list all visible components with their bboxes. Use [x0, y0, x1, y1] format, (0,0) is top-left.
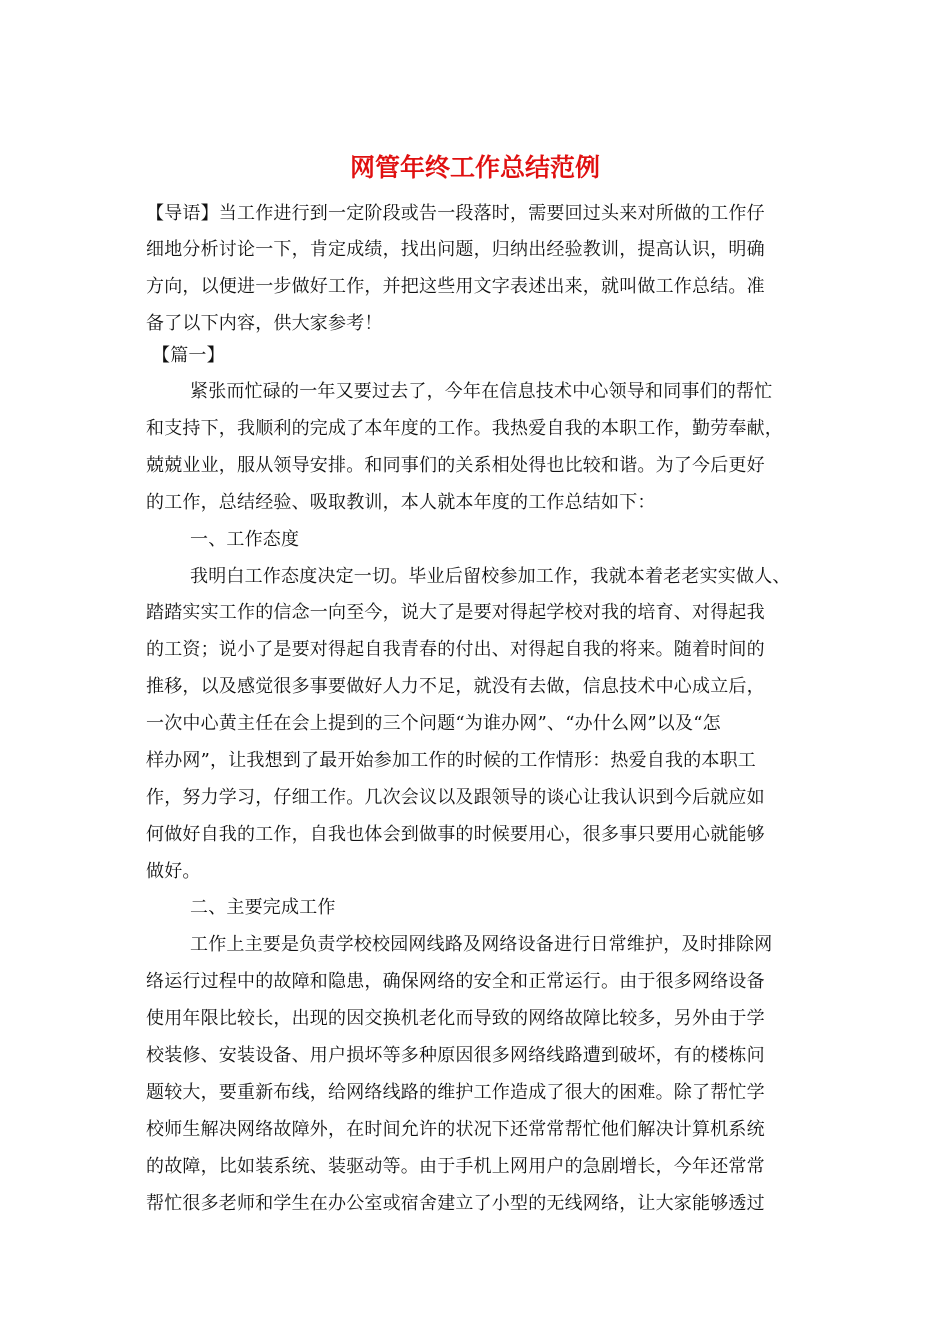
text-line: 何做好自我的工作，自我也体会到做事的时候要用心，很多事只要用心就能够 — [146, 824, 765, 845]
text-line: 校师生解决网络故障外，在时间允许的状况下还常常帮忙他们解决计算机系统 — [146, 1119, 765, 1140]
text-line: 细地分析讨论一下，肯定成绩，找出问题，归纳出经验教训，提高认识，明确 — [146, 239, 765, 260]
text-line: 样办网”，让我想到了最开始参加工作的时候的工作情形：热爱自我的本职工 — [146, 750, 756, 771]
text-line: 络运行过程中的故障和隐患，确保网络的安全和正常运行。由于很多网络设备 — [146, 971, 765, 992]
text-line: 校装修、安装设备、用户损坏等多种原因很多网络线路遭到破坏，有的楼栋问 — [146, 1045, 765, 1066]
text-line: 的故障，比如装系统、装驱动等。由于手机上网用户的急剧增长，今年还常常 — [146, 1156, 765, 1177]
text-line: 推移，以及感觉很多事要做好人力不足，就没有去做，信息技术中心成立后， — [146, 676, 765, 697]
text-line: 我明白工作态度决定一切。毕业后留校参加工作，我就本着老老实实做人、 — [190, 566, 791, 587]
section-heading: 二、主要完成工作 — [190, 897, 336, 918]
text-line: 和支持下，我顺利的完成了本年度的工作。我热爱自我的本职工作，勤劳奉献， — [146, 418, 783, 439]
text-line: 【导语】当工作进行到一定阶段或告一段落时，需要回过头来对所做的工作仔 — [146, 203, 765, 224]
text-line: 帮忙很多老师和学生在办公室或宿舍建立了小型的无线网络，让大家能够透过 — [146, 1193, 765, 1214]
text-line: 做好。 — [146, 861, 201, 882]
document-title: 网管年终工作总结范例 — [349, 153, 600, 182]
text-line: 紧张而忙碌的一年又要过去了，今年在信息技术中心领导和同事们的帮忙 — [190, 381, 773, 402]
text-line: 方向，以便进一步做好工作，并把这些用文字表述出来，就叫做工作总结。准 — [146, 276, 765, 297]
text-line: 使用年限比较长，出现的因交换机老化而导致的网络故障比较多，另外由于学 — [146, 1008, 765, 1029]
text-line: 工作上主要是负责学校校园网线路及网络设备进行日常维护，及时排除网 — [190, 934, 773, 955]
section-heading: 一、工作态度 — [190, 529, 300, 550]
text-line: 题较大，要重新布线，给网络线路的维护工作造成了很大的困难。除了帮忙学 — [146, 1082, 765, 1103]
text-line: 的工作，总结经验、吸取教训，本人就本年度的工作总结如下： — [146, 492, 656, 513]
text-line: 作，努力学习，仔细工作。几次会议以及跟领导的谈心让我认识到今后就应如 — [146, 787, 765, 808]
text-line: 备了以下内容，供大家参考！ — [146, 313, 383, 334]
section-heading: 【篇一】 — [152, 345, 225, 366]
text-line: 一次中心黄主任在会上提到的三个问题“为谁办网”、“办什么网”以及“怎 — [146, 713, 721, 734]
text-line: 的工资；说小了是要对得起自我青春的付出、对得起自我的将来。随着时间的 — [146, 639, 765, 660]
text-line: 踏踏实实工作的信念一向至今，说大了是要对得起学校对我的培育、对得起我 — [146, 602, 765, 623]
text-line: 兢兢业业，服从领导安排。和同事们的关系相处得也比较和谐。为了今后更好 — [146, 455, 765, 476]
